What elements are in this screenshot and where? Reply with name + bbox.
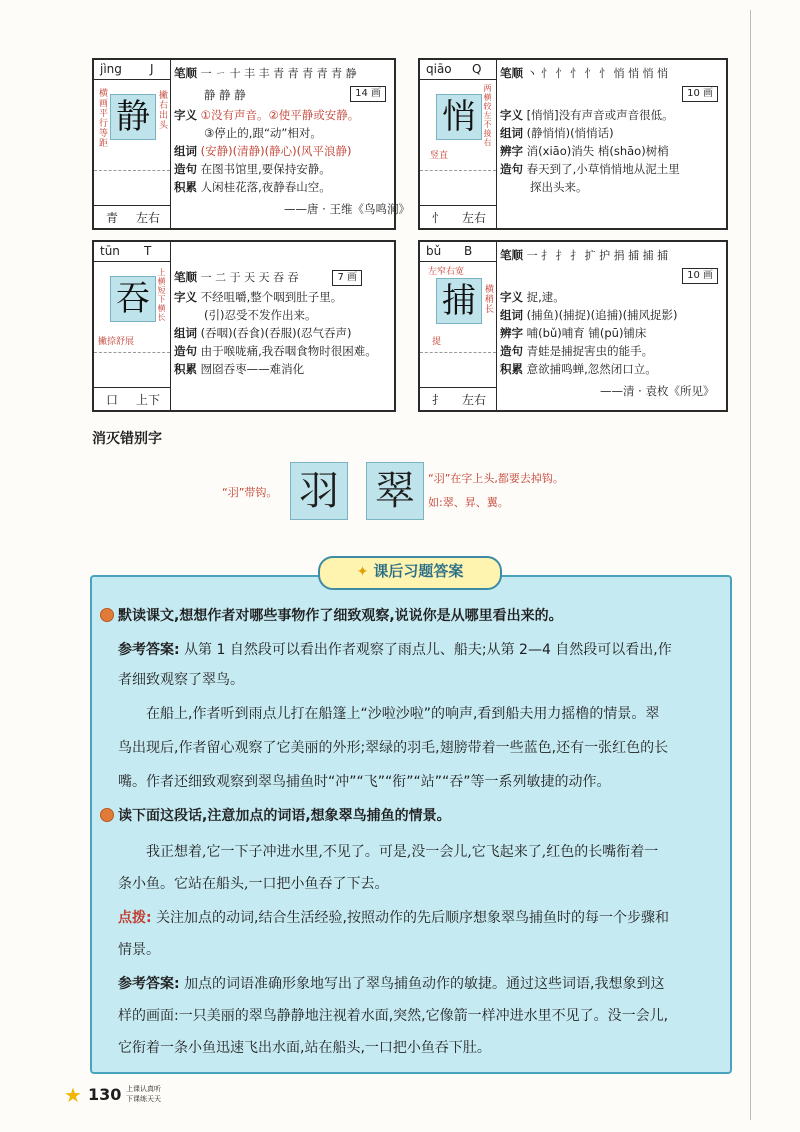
stroke-label: 笔顺 [174,66,197,80]
page-edge-line [750,10,751,1120]
main-character: 吞 [110,276,156,322]
writing-grid [94,170,170,206]
writing-tip-right: 撇右出头 [157,90,167,130]
sentence-label: 造句 [174,162,197,176]
answer-1-text: 从第 1 自然段可以看出作者观察了雨点儿、船夫;从第 2—4 自然段可以看出,作 [184,642,672,658]
hint-text: 关注加点的动词,结合生活经验,按照动作的先后顺序想象翠鸟捕鱼时的每一个步骤和 [156,910,669,926]
typo-char-1: 羽 [290,462,348,520]
typo-char-2: 翠 [366,462,424,520]
accumulate-label: 积累 [500,362,523,376]
distinguish-label: 辨字 [500,326,523,340]
words-label: 组词 [174,326,197,340]
main-character: 悄 [436,94,482,140]
answer-1-line-1 [118,639,672,659]
distinguish-text: 消(xiāo)消失 梢(shāo)树梢 [526,144,669,158]
radical-row [420,388,496,410]
accumulate-text: 意欲捕鸣蝉,忽然闭口立。 [526,362,657,376]
sentence-text: 春天到了,小草悄悄地从泥土里 [526,162,680,176]
answer-1-line-3: 在船上,作者听到雨点儿打在船篷上“沙啦沙啦”的响声,看到船夫用力摇橹的情景。翠 [146,706,660,722]
stroke-label: 笔顺 [174,270,197,284]
words-label: 组词 [500,126,523,140]
answers-banner [318,556,502,590]
words-text: (安静)(清静)(静心)(风平浪静) [200,144,352,158]
words-text: (吞咽)(吞食)(吞服)(忍气吞声) [200,326,352,340]
pinyin-row [94,60,170,80]
pinyin: jìng [100,62,122,76]
main-character: 静 [110,94,156,140]
stroke-order: 一 扌 扌 扌 扩 护 捐 捕 捕 捕 [526,249,669,262]
stroke-order: 一 ㄧ 十 丰 丰 青 青 青 青 青 静 [200,67,357,80]
structure: 左右 [462,211,487,225]
meaning-text: [悄悄]没有声音或声音很低。 [526,108,674,122]
sentence-label: 造句 [500,162,523,176]
typo-right-note-1: “羽”在字上头,都要去掉钩。 [428,472,564,485]
answer-1-line-2: 者细致观察了翠鸟。 [118,672,244,688]
writing-grid [420,170,496,206]
writing-tip-left: 横画平行等距 [97,88,107,148]
hint-label: 点拨: [118,910,152,926]
stroke-count: 7 画 [332,270,362,286]
typo-right-note-2: 如:翠、昇、翼。 [428,496,509,509]
meaning-text: ①没有声音。②使平静或安静。 [200,108,360,122]
initial-letter: J [150,62,154,76]
writing-tip-top: 左窄右宽 [428,267,465,277]
accumulate-text: 人闲桂花落,夜静春山空。 [200,180,331,194]
meaning-text: 捉,逮。 [526,290,565,304]
words-text: (捕鱼)(捕捉)(追捕)(捕风捉影) [526,308,678,322]
meaning-text-2: (引)忍受不发作出来。 [204,308,317,322]
sentence-text: 由于喉咙痛,我吞咽食物时很困难。 [200,344,377,358]
question-2: 读下面这段话,注意加点的词语,想象翠鸟捕鱼的情景。 [118,808,451,824]
stroke-label: 笔顺 [500,248,523,262]
answer-1-line-4: 鸟出现后,作者留心观察了它美丽的外形;翠绿的羽毛,翅膀带着一些蓝色,还有一张红色的长 [118,740,669,756]
char-right-panel [500,242,720,410]
radical-row [420,206,496,228]
radical-row [94,206,170,228]
radical: 忄 [432,211,445,225]
sentence-text: 青蛙是捕捉害虫的能手。 [526,344,654,358]
pinyin: qiāo [426,62,452,76]
typo-section-title: 消灭错别字 [92,431,162,447]
accumulate-label: 积累 [174,180,197,194]
question-bullet-icon [100,608,114,622]
source-citation: ——唐 · 王维《鸟鸣涧》 [284,202,410,216]
stroke-count: 10 画 [682,268,718,284]
answer-2-line-2: 样的画面:一只美丽的翠鸟静静地注视着水面,突然,它像箭一样冲进水里不见了。没一会儿, [118,1008,669,1024]
distinguish-label: 辨字 [500,144,523,158]
answer-1-line-5: 嘴。作者还细致观察到翠鸟捕鱼时“冲”“飞”“衔”“站”“吞”等一系列敏捷的动作。 [118,774,611,790]
accumulate-label: 积累 [174,362,197,376]
initial-letter: B [464,244,473,258]
main-character: 捕 [436,278,482,324]
char-left-panel [94,242,171,410]
meaning-label: 字义 [174,290,197,304]
initial-letter: Q [472,62,482,76]
structure: 上下 [136,393,161,407]
char-left-panel [420,60,497,228]
star-icon: ★ [64,1083,82,1107]
initial-letter: T [144,244,152,258]
answers-panel [90,575,732,1074]
char-card-bu [418,240,728,412]
sentence-label: 造句 [174,344,197,358]
radical-row [94,388,170,410]
passage-line-1: 我正想着,它一下子冲进水里,不见了。可是,没一会儿,它飞起来了,红色的长嘴衔着一 [146,844,659,860]
pinyin-row [94,242,170,262]
writing-grid [94,352,170,388]
structure: 左右 [136,211,161,225]
char-right-panel [500,60,720,228]
question-1: 默读课文,想想作者对哪些事物作了细致观察,说说你是从哪里看出来的。 [118,608,563,624]
answers-banner-label: 课后习题答案 [373,562,464,580]
structure: 左右 [462,393,487,407]
passage-line-2: 条小鱼。它站在船头,一口把小鱼吞了下去。 [118,876,389,892]
meaning-label: 字义 [174,108,197,122]
stroke-count: 10 画 [682,86,718,102]
stroke-label: 笔顺 [500,66,523,80]
typo-left-note: “羽”带钩。 [222,486,278,499]
writing-grid [420,352,496,388]
distinguish-text: 哺(bǔ)哺育 铺(pū)铺床 [526,326,647,340]
words-label: 组词 [500,308,523,322]
footer-slogan-2: 下课练天天 [126,1095,161,1103]
meaning-label: 字义 [500,290,523,304]
char-card-tun [92,240,396,412]
sentence-label: 造句 [500,344,523,358]
writing-tip-right: 上横短下横长 [157,268,166,322]
stroke-order: 丶 忄 忄 忄 忄 忄 悄 悄 悄 悄 [526,67,669,80]
writing-tip-left: 提 [432,337,442,347]
answer-2-text: 加点的词语准确形象地写出了翠鸟捕鱼动作的敏捷。通过这些词语,我想象到这 [184,976,665,992]
words-label: 组词 [174,144,197,158]
char-left-panel [94,60,171,228]
answer-2-line-1 [118,973,665,993]
hint-line-2: 情景。 [118,942,160,958]
pinyin: tūn [100,244,120,258]
pinyin: bǔ [426,244,442,258]
radical: 扌 [432,393,445,407]
writing-tip-right: 横稍长 [483,284,493,314]
stroke-order-2: 静 静 静 [204,88,246,102]
answer-2-line-3: 它衔着一条小鱼迅速飞出水面,站在船头,一口把小鱼吞下肚。 [118,1040,491,1056]
answer-2-label: 参考答案: [118,976,180,992]
question-bullet-icon [100,808,114,822]
sentence-text-2: 探出头来。 [530,180,588,194]
pinyin-row [420,60,496,80]
radical: 青 [106,211,119,225]
meaning-label: 字义 [500,108,523,122]
writing-tip-left: 撇捺舒展 [98,337,135,347]
char-left-panel [420,242,497,410]
writing-tip-left: 竖直 [430,151,449,161]
footer-slogan-1: 上课认真听 [126,1085,161,1093]
page-number: 130 [88,1085,122,1104]
lightbulb-icon: ✦ [356,564,369,580]
char-card-qiao [418,58,728,230]
hint-line-1 [118,907,669,927]
words-text: (静悄悄)(悄悄话) [526,126,614,140]
stroke-count: 14 画 [350,86,386,102]
char-card-jing [92,58,410,230]
answer-1-label: 参考答案: [118,642,180,658]
radical: 口 [106,393,119,407]
meaning-text: 不经咀嚼,整个咽到肚子里。 [200,290,343,304]
accumulate-text: 囫囵吞枣——难消化 [200,362,305,376]
char-right-panel [174,242,388,410]
writing-tip-right: 两横较左不接右 [483,84,492,147]
sentence-text: 在图书馆里,要保持安静。 [200,162,331,176]
source-citation: ——清 · 袁枚《所见》 [600,384,715,398]
char-right-panel [174,60,410,228]
pinyin-row [420,242,496,262]
meaning-text-2: ③停止的,跟“动”相对。 [204,126,322,140]
stroke-order: 一 二 于 天 天 吞 吞 [200,271,299,284]
